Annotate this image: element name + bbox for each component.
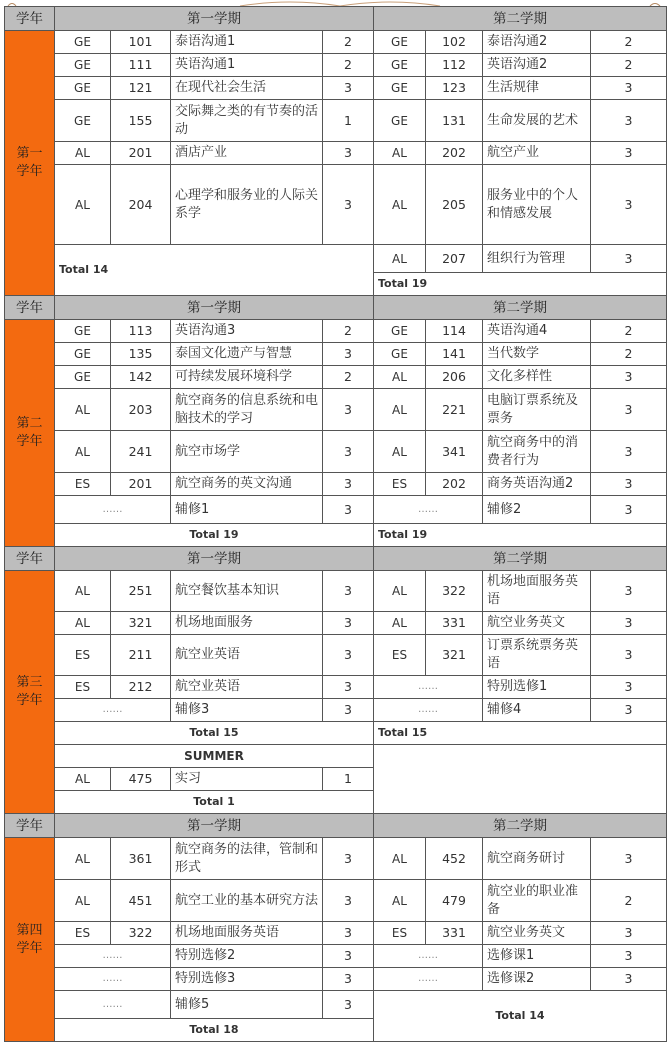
table-row <box>5 635 667 676</box>
course-category: GE <box>55 77 111 100</box>
semester-2-header: 第二学期 <box>374 296 667 320</box>
table-row <box>5 343 667 366</box>
course-name: 航空商务的英文沟通 <box>171 473 323 496</box>
course-name: 生活规律 <box>483 77 591 100</box>
course-code: 361 <box>111 838 171 880</box>
course-credit: 3 <box>591 431 667 473</box>
course-name: 辅修3 <box>171 699 323 722</box>
year-label-line-2: 学年 <box>16 164 43 179</box>
table-row <box>5 699 667 722</box>
course-name: 航空市场学 <box>171 431 323 473</box>
course-code: 341 <box>426 431 483 473</box>
semester-2-header: 第二学期 <box>374 7 667 31</box>
course-credit: 3 <box>591 968 667 991</box>
course-name: 组织行为管理 <box>483 245 591 273</box>
elective-placeholder: …… <box>374 945 483 968</box>
course-name: 航空产业 <box>483 142 591 165</box>
course-category: AL <box>374 880 426 922</box>
course-category: GE <box>374 343 426 366</box>
course-code: 322 <box>426 571 483 612</box>
elective-placeholder: …… <box>374 699 483 722</box>
elective-placeholder: …… <box>55 991 171 1019</box>
elective-placeholder: …… <box>374 968 483 991</box>
course-code: 205 <box>426 165 483 245</box>
course-code: 331 <box>426 612 483 635</box>
course-category: AL <box>374 366 426 389</box>
semester-1-header: 第一学期 <box>55 547 374 571</box>
course-credit: 3 <box>323 496 374 524</box>
course-credit: 3 <box>323 676 374 699</box>
course-name: 辅修5 <box>171 991 323 1019</box>
course-credit: 3 <box>323 991 374 1019</box>
year-label <box>5 571 55 814</box>
course-category: AL <box>55 431 111 473</box>
semester-total: Total 14 <box>374 991 667 1042</box>
year-label-line-1: 第二 <box>16 416 43 431</box>
course-code: 211 <box>111 635 171 676</box>
course-name: 航空业的职业准备 <box>483 880 591 922</box>
course-credit: 2 <box>591 54 667 77</box>
course-credit: 2 <box>323 54 374 77</box>
course-credit: 3 <box>323 473 374 496</box>
table-row <box>5 100 667 142</box>
table-row <box>5 945 667 968</box>
course-code: 112 <box>426 54 483 77</box>
table-row <box>5 366 667 389</box>
course-category: AL <box>374 142 426 165</box>
year-label-line-2: 学年 <box>16 693 43 708</box>
course-credit: 1 <box>323 768 374 791</box>
elective-placeholder: …… <box>374 676 483 699</box>
semester-1-header: 第一学期 <box>55 814 374 838</box>
course-credit: 3 <box>323 571 374 612</box>
course-code: 201 <box>111 473 171 496</box>
table-row <box>5 77 667 100</box>
course-name: 心理学和服务业的人际关系学 <box>171 165 323 245</box>
course-credit: 1 <box>323 100 374 142</box>
course-category: GE <box>55 31 111 54</box>
summer-total: Total 1 <box>55 791 374 814</box>
course-category: GE <box>374 31 426 54</box>
table-row <box>5 142 667 165</box>
course-name: 可持续发展环境科学 <box>171 366 323 389</box>
year-label-line-2: 学年 <box>16 434 43 449</box>
course-category: AL <box>55 165 111 245</box>
course-credit: 3 <box>323 389 374 431</box>
course-category: AL <box>374 165 426 245</box>
course-code: 475 <box>111 768 171 791</box>
table-row <box>5 431 667 473</box>
course-code: 202 <box>426 142 483 165</box>
course-code: 142 <box>111 366 171 389</box>
semester-1-header: 第一学期 <box>55 296 374 320</box>
course-credit: 3 <box>591 699 667 722</box>
year-label <box>5 838 55 1042</box>
course-credit: 3 <box>323 968 374 991</box>
table-row <box>5 676 667 699</box>
course-credit: 3 <box>591 366 667 389</box>
elective-placeholder: …… <box>55 968 171 991</box>
course-name: 特别选修2 <box>171 945 323 968</box>
course-category: GE <box>55 366 111 389</box>
course-category: AL <box>55 571 111 612</box>
course-name: 航空商务中的消费者行为 <box>483 431 591 473</box>
table-row <box>5 31 667 54</box>
curriculum-table <box>4 6 667 1042</box>
table-row <box>5 320 667 343</box>
course-credit: 3 <box>591 571 667 612</box>
course-category: AL <box>55 389 111 431</box>
semester-total: Total 14 <box>55 245 374 296</box>
year-column-header: 学年 <box>5 7 55 31</box>
course-name: 选修课2 <box>483 968 591 991</box>
course-name: 机场地面服务 <box>171 612 323 635</box>
course-credit: 2 <box>323 320 374 343</box>
course-name: 实习 <box>171 768 323 791</box>
course-credit: 3 <box>323 922 374 945</box>
course-name: 生命发展的艺术 <box>483 100 591 142</box>
empty-cell <box>374 745 667 814</box>
table-row <box>5 524 667 547</box>
table-row <box>5 54 667 77</box>
course-name: 电脑订票系统及票务 <box>483 389 591 431</box>
course-credit: 3 <box>591 496 667 524</box>
course-name: 服务业中的个人和情感发展 <box>483 165 591 245</box>
course-credit: 2 <box>323 366 374 389</box>
course-credit: 3 <box>591 922 667 945</box>
semester-header-row <box>5 7 667 31</box>
course-name: 机场地面服务英语 <box>483 571 591 612</box>
year-label <box>5 31 55 296</box>
course-credit: 3 <box>323 142 374 165</box>
course-credit: 3 <box>591 473 667 496</box>
course-code: 202 <box>426 473 483 496</box>
course-code: 113 <box>111 320 171 343</box>
course-code: 114 <box>426 320 483 343</box>
elective-placeholder: …… <box>55 945 171 968</box>
course-category: AL <box>374 389 426 431</box>
course-category: AL <box>55 838 111 880</box>
course-credit: 3 <box>591 389 667 431</box>
course-code: 207 <box>426 245 483 273</box>
course-credit: 3 <box>323 880 374 922</box>
course-name: 辅修2 <box>483 496 591 524</box>
course-name: 航空业务英文 <box>483 612 591 635</box>
course-name: 订票系统票务英语 <box>483 635 591 676</box>
semester-1-header: 第一学期 <box>55 7 374 31</box>
course-credit: 3 <box>323 635 374 676</box>
course-name: 航空商务的信息系统和电脑技术的学习 <box>171 389 323 431</box>
course-name: 航空商务的法律，管制和形式 <box>171 838 323 880</box>
semester-2-header: 第二学期 <box>374 814 667 838</box>
course-credit: 3 <box>323 77 374 100</box>
course-credit: 2 <box>591 880 667 922</box>
course-category: GE <box>55 320 111 343</box>
course-name: 辅修4 <box>483 699 591 722</box>
course-category: AL <box>374 431 426 473</box>
course-credit: 3 <box>323 838 374 880</box>
course-category: AL <box>374 571 426 612</box>
course-category: ES <box>55 676 111 699</box>
course-code: 121 <box>111 77 171 100</box>
table-row <box>5 165 667 245</box>
table-row <box>5 571 667 612</box>
course-category: GE <box>374 77 426 100</box>
course-credit: 2 <box>591 343 667 366</box>
elective-placeholder: …… <box>374 496 483 524</box>
course-category: ES <box>374 922 426 945</box>
semester-header-row <box>5 547 667 571</box>
course-code: 241 <box>111 431 171 473</box>
course-credit: 3 <box>591 612 667 635</box>
course-name: 机场地面服务英语 <box>171 922 323 945</box>
course-name: 交际舞之类的有节奏的活动 <box>171 100 323 142</box>
semester-header-row <box>5 814 667 838</box>
course-category: GE <box>55 100 111 142</box>
course-credit: 3 <box>323 612 374 635</box>
course-code: 131 <box>426 100 483 142</box>
course-category: AL <box>55 880 111 922</box>
course-name: 英语沟通3 <box>171 320 323 343</box>
course-code: 123 <box>426 77 483 100</box>
summer-header: SUMMER <box>55 745 374 768</box>
course-category: ES <box>374 473 426 496</box>
course-category: ES <box>55 635 111 676</box>
course-name: 商务英语沟通2 <box>483 473 591 496</box>
course-category: ES <box>55 922 111 945</box>
course-name: 文化多样性 <box>483 366 591 389</box>
course-name: 航空餐饮基本知识 <box>171 571 323 612</box>
table-row <box>5 991 667 1019</box>
course-code: 479 <box>426 880 483 922</box>
course-name: 航空业英语 <box>171 676 323 699</box>
course-code: 321 <box>111 612 171 635</box>
course-category: AL <box>55 612 111 635</box>
year-label-line-2: 学年 <box>16 940 43 956</box>
course-credit: 2 <box>591 31 667 54</box>
year-label-line-1: 第四 <box>16 922 43 938</box>
course-credit: 3 <box>591 142 667 165</box>
course-code: 135 <box>111 343 171 366</box>
course-name: 航空业务英文 <box>483 922 591 945</box>
semester-header-row <box>5 296 667 320</box>
course-code: 321 <box>426 635 483 676</box>
course-credit: 3 <box>323 431 374 473</box>
course-code: 204 <box>111 165 171 245</box>
course-code: 221 <box>426 389 483 431</box>
course-credit: 3 <box>591 635 667 676</box>
course-category: AL <box>374 245 426 273</box>
course-category: GE <box>374 320 426 343</box>
semester-total: Total 18 <box>55 1019 374 1042</box>
table-row <box>5 612 667 635</box>
table-row <box>5 838 667 880</box>
course-category: AL <box>55 768 111 791</box>
course-name: 航空商务研讨 <box>483 838 591 880</box>
course-name: 航空业英语 <box>171 635 323 676</box>
course-credit: 3 <box>591 676 667 699</box>
table-row <box>5 473 667 496</box>
elective-placeholder: …… <box>55 496 171 524</box>
course-code: 101 <box>111 31 171 54</box>
course-credit: 3 <box>591 165 667 245</box>
course-name: 特别选修3 <box>171 968 323 991</box>
course-code: 212 <box>111 676 171 699</box>
course-credit: 3 <box>591 100 667 142</box>
course-name: 泰语沟通2 <box>483 31 591 54</box>
semester-2-header: 第二学期 <box>374 547 667 571</box>
course-category: GE <box>374 54 426 77</box>
course-credit: 3 <box>591 77 667 100</box>
course-name: 酒店产业 <box>171 142 323 165</box>
table-row <box>5 245 667 273</box>
year-column-header: 学年 <box>5 547 55 571</box>
course-code: 322 <box>111 922 171 945</box>
course-category: AL <box>55 142 111 165</box>
course-code: 451 <box>111 880 171 922</box>
course-code: 102 <box>426 31 483 54</box>
course-code: 452 <box>426 838 483 880</box>
course-code: 201 <box>111 142 171 165</box>
course-credit: 2 <box>323 31 374 54</box>
course-code: 206 <box>426 366 483 389</box>
table-row <box>5 880 667 922</box>
course-code: 155 <box>111 100 171 142</box>
course-credit: 3 <box>323 343 374 366</box>
course-credit: 3 <box>591 245 667 273</box>
course-category: GE <box>55 343 111 366</box>
table-row <box>5 389 667 431</box>
semester-total: Total 19 <box>55 524 374 547</box>
course-name: 辅修1 <box>171 496 323 524</box>
semester-total: Total 15 <box>55 722 374 745</box>
course-code: 203 <box>111 389 171 431</box>
elective-placeholder: …… <box>55 699 171 722</box>
course-name: 在现代社会生活 <box>171 77 323 100</box>
table-row <box>5 745 667 768</box>
semester-total: Total 15 <box>374 722 667 745</box>
course-name: 英语沟通2 <box>483 54 591 77</box>
course-code: 251 <box>111 571 171 612</box>
course-category: AL <box>374 612 426 635</box>
course-name: 泰语沟通1 <box>171 31 323 54</box>
table-row <box>5 968 667 991</box>
course-category: ES <box>55 473 111 496</box>
year-label <box>5 320 55 547</box>
course-category: GE <box>374 100 426 142</box>
course-name: 选修课1 <box>483 945 591 968</box>
year-column-header: 学年 <box>5 296 55 320</box>
course-name: 航空工业的基本研究方法 <box>171 880 323 922</box>
year-label-line-1: 第三 <box>16 675 43 690</box>
course-category: GE <box>55 54 111 77</box>
course-credit: 3 <box>591 945 667 968</box>
course-name: 英语沟通1 <box>171 54 323 77</box>
table-row <box>5 496 667 524</box>
course-credit: 3 <box>323 699 374 722</box>
course-name: 当代数学 <box>483 343 591 366</box>
course-credit: 3 <box>591 838 667 880</box>
course-name: 泰国文化遗产与智慧 <box>171 343 323 366</box>
semester-total: Total 19 <box>374 273 667 296</box>
course-category: ES <box>374 635 426 676</box>
year-label-line-1: 第一 <box>16 146 43 161</box>
table-row <box>5 922 667 945</box>
course-credit: 3 <box>323 945 374 968</box>
course-code: 111 <box>111 54 171 77</box>
course-name: 特别选修1 <box>483 676 591 699</box>
course-code: 331 <box>426 922 483 945</box>
year-column-header: 学年 <box>5 814 55 838</box>
course-category: AL <box>374 838 426 880</box>
semester-total: Total 19 <box>374 524 667 547</box>
course-credit: 2 <box>591 320 667 343</box>
course-credit: 3 <box>323 165 374 245</box>
course-name: 英语沟通4 <box>483 320 591 343</box>
table-row <box>5 722 667 745</box>
course-code: 141 <box>426 343 483 366</box>
